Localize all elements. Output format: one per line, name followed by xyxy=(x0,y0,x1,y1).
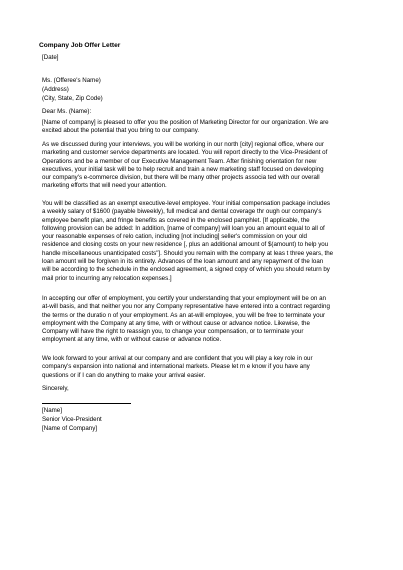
paragraph-line: As we discussed during your interviews, you will be working in our north [city] regional office, where our xyxy=(42,141,324,148)
closing: Sincerely, xyxy=(42,385,69,392)
salutation: Dear Ms. (Name): xyxy=(42,108,92,115)
paragraph-line: company's expansion into national and international markets. Please let m e know if you have any xyxy=(42,363,310,371)
paragraph-line: employee benefit plan, and fringe benefits as covered in the enclosed pamphlet. [If applicable, the xyxy=(42,216,310,224)
letter-date: [Date] xyxy=(42,54,59,61)
paragraph-line: marketing efforts that will need your attention. xyxy=(42,182,167,190)
paragraph-line: Operations and be a member of our Executive Management Team. After finishing orientation for new xyxy=(42,157,317,165)
paragraph-line: questions or if I can do anything to make your arrival easier. xyxy=(42,371,206,379)
letter-title: Company Job Offer Letter xyxy=(39,42,121,49)
signature-name: [Name] xyxy=(42,407,62,414)
paragraph-line: [Name of company] is pleased to offer you the position of Marketing Director for our organization. We are xyxy=(42,119,329,126)
paragraph-at-will xyxy=(42,295,354,345)
paragraph-line: at-will basis, and that neither you nor any Company representative have entered into a contract regarding xyxy=(42,303,330,311)
recipient-name: Ms. (Offeree's Name) xyxy=(42,77,101,84)
signature-title: Senior Vice-President xyxy=(42,416,102,423)
paragraph-line: will be according to the schedule in the enclosed agreement, a signed copy of which you should return by xyxy=(42,266,330,274)
paragraph-line: handle miscellaneous unanticipated costs"]. Should you remain with the company at leas t three years, the xyxy=(42,249,334,257)
paragraph-line: the terms or the duratio n of your employment. As an at-will employee, you will be free to terminate your xyxy=(42,311,326,319)
paragraph-line: executives, your initial task will be to help recruit and train a new marketing staff focused on developing xyxy=(42,165,324,173)
paragraph-closing xyxy=(42,355,354,380)
paragraph-line: marketing and customer service departments are located. You will report directly to the Vice-President of xyxy=(42,149,328,157)
paragraph-line: mail prior to incurring any relocation expenses.] xyxy=(42,274,172,282)
paragraph-line: excited about the potential that you bring to our company. xyxy=(42,127,200,135)
paragraph-compensation xyxy=(42,200,354,283)
paragraph-line: In accepting our offer of employment, you certify your understanding that your employment will be on an xyxy=(42,295,326,302)
paragraph-line: residence and closing costs on your new residence [, plus an additional amount of $(amount) to help you xyxy=(42,241,329,249)
paragraph-line: a weekly salary of $1600 (payable biweekly), full medical and dental coverage thr ough our company's xyxy=(42,208,322,216)
paragraph-line: employment with the Company at any time, with or without cause or advance notice. Likewise, the xyxy=(42,319,310,327)
paragraph-line: your reasonable expenses of relo cation, including [not including] seller's commission on your old xyxy=(42,233,307,241)
paragraph-line: Company will have the right to reassign you, to change your compensation, or to terminate your xyxy=(42,328,304,336)
paragraph-line: our company's e-commerce division, but there will be many other projects associa ted with our overall xyxy=(42,174,320,182)
paragraph-position xyxy=(42,141,354,191)
signature-company: [Name of Company] xyxy=(42,425,98,432)
paragraph-line: following provision can be added: In addition, [name of company] will loan you an amount equal to all of xyxy=(42,224,325,232)
recipient-city-state-zip: (City, State, Zip Code) xyxy=(42,95,103,102)
paragraph-line: loan amount will be forgiven in its entirety. Advances of the loan amount and any repayment of the loan xyxy=(42,258,324,266)
recipient-address: (Address) xyxy=(42,86,69,93)
signature-line xyxy=(42,403,131,404)
paragraph-line: You will be classified as an exempt executive-level employee. Your initial compensation package includes xyxy=(42,200,331,207)
paragraph-line: employment at any time, with or without cause or advance notice. xyxy=(42,336,222,344)
paragraph-line: We look forward to your arrival at our company and are confident that you will play a key role in our xyxy=(42,355,313,362)
paragraph-intro xyxy=(42,119,354,136)
